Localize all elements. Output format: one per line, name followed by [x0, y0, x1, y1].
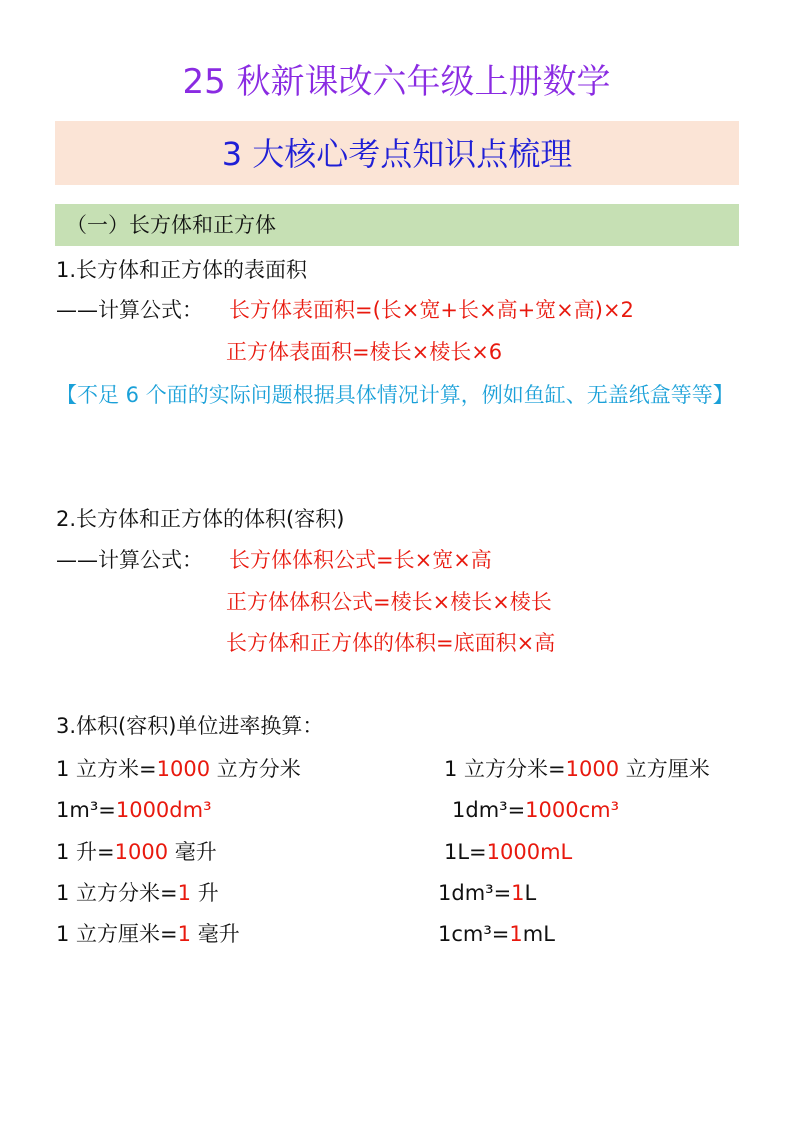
part2-formula-3: 长方体和正方体的体积=底面积×高 [226, 631, 556, 655]
conversion-left-4-value: 1 [177, 881, 192, 905]
conversion-left-3-lhs: 1 升= [56, 840, 115, 864]
conversion-left-3-value: 1000 [114, 840, 169, 864]
part1-formula-2: 正方体表面积=棱长×棱长×6 [226, 340, 503, 364]
part1-heading: 1.长方体和正方体的表面积 [56, 258, 308, 282]
conversion-left-1-lhs: 1 立方米= [56, 757, 157, 781]
conversion-right-2-lhs: 1dm³= [452, 798, 526, 822]
conversion-left-1-unit: 立方分米 [210, 757, 301, 781]
part1-formula-1: 长方体表面积=(长×宽+长×高+宽×高)×2 [229, 298, 634, 322]
conversion-right-2 [452, 794, 619, 826]
conversion-right-3 [444, 836, 572, 868]
conversion-right-3-lhs: 1L= [444, 840, 487, 864]
section-heading: （一）长方体和正方体 [66, 213, 276, 237]
conversion-left-3-unit: 毫升 [168, 840, 217, 864]
conversion-right-3-value: 1000mL [486, 840, 573, 864]
part2-formula-2: 正方体体积公式=棱长×棱长×棱长 [226, 590, 552, 614]
page-title: 25 秋新课改六年级上册数学 [182, 62, 611, 102]
part3-heading: 3.体积(容积)单位进率换算： [56, 714, 324, 738]
conversion-left-4 [56, 877, 219, 909]
conversion-left-4-lhs: 1 立方分米= [56, 881, 178, 905]
part2-heading: 2.长方体和正方体的体积(容积) [56, 507, 345, 531]
conversion-left-2-value: 1000dm³ [115, 798, 212, 822]
conversion-left-1-value: 1000 [156, 757, 211, 781]
part2-formula-1: 长方体体积公式=长×宽×高 [229, 548, 492, 572]
conversion-left-3 [56, 836, 217, 868]
conversion-left-5-unit: 毫升 [191, 922, 240, 946]
conversion-left-5-value: 1 [177, 922, 192, 946]
part1-note: 【不足 6 个面的实际问题根据具体情况计算，例如鱼缸、无盖纸盒等等】 [56, 383, 734, 407]
conversion-left-5-lhs: 1 立方厘米= [56, 922, 178, 946]
conversion-right-1 [444, 753, 710, 785]
conversion-right-4-lhs: 1dm³= [438, 881, 512, 905]
conversion-right-4-unit: L [524, 881, 537, 905]
conversion-right-4-value: 1 [511, 881, 525, 905]
conversion-left-4-unit: 升 [191, 881, 219, 905]
conversion-right-1-lhs: 1 立方分米= [444, 757, 566, 781]
conversion-right-1-value: 1000 [565, 757, 620, 781]
conversion-right-5 [438, 918, 555, 950]
conversion-left-2-lhs: 1m³= [56, 798, 116, 822]
conversion-right-5-value: 1 [509, 922, 523, 946]
page-subtitle: 3 大核心考点知识点梳理 [221, 135, 573, 173]
conversion-right-5-unit: mL [522, 922, 555, 946]
conversion-right-2-value: 1000cm³ [525, 798, 620, 822]
conversion-left-2 [56, 794, 212, 826]
conversion-right-5-lhs: 1cm³= [438, 922, 510, 946]
part1-formula-prefix: ——计算公式： [56, 298, 203, 322]
conversion-right-1-unit: 立方厘米 [619, 757, 710, 781]
conversion-right-4 [438, 877, 536, 909]
conversion-left-5 [56, 918, 240, 950]
conversion-left-1 [56, 753, 301, 785]
part2-formula-prefix: ——计算公式： [56, 548, 203, 572]
